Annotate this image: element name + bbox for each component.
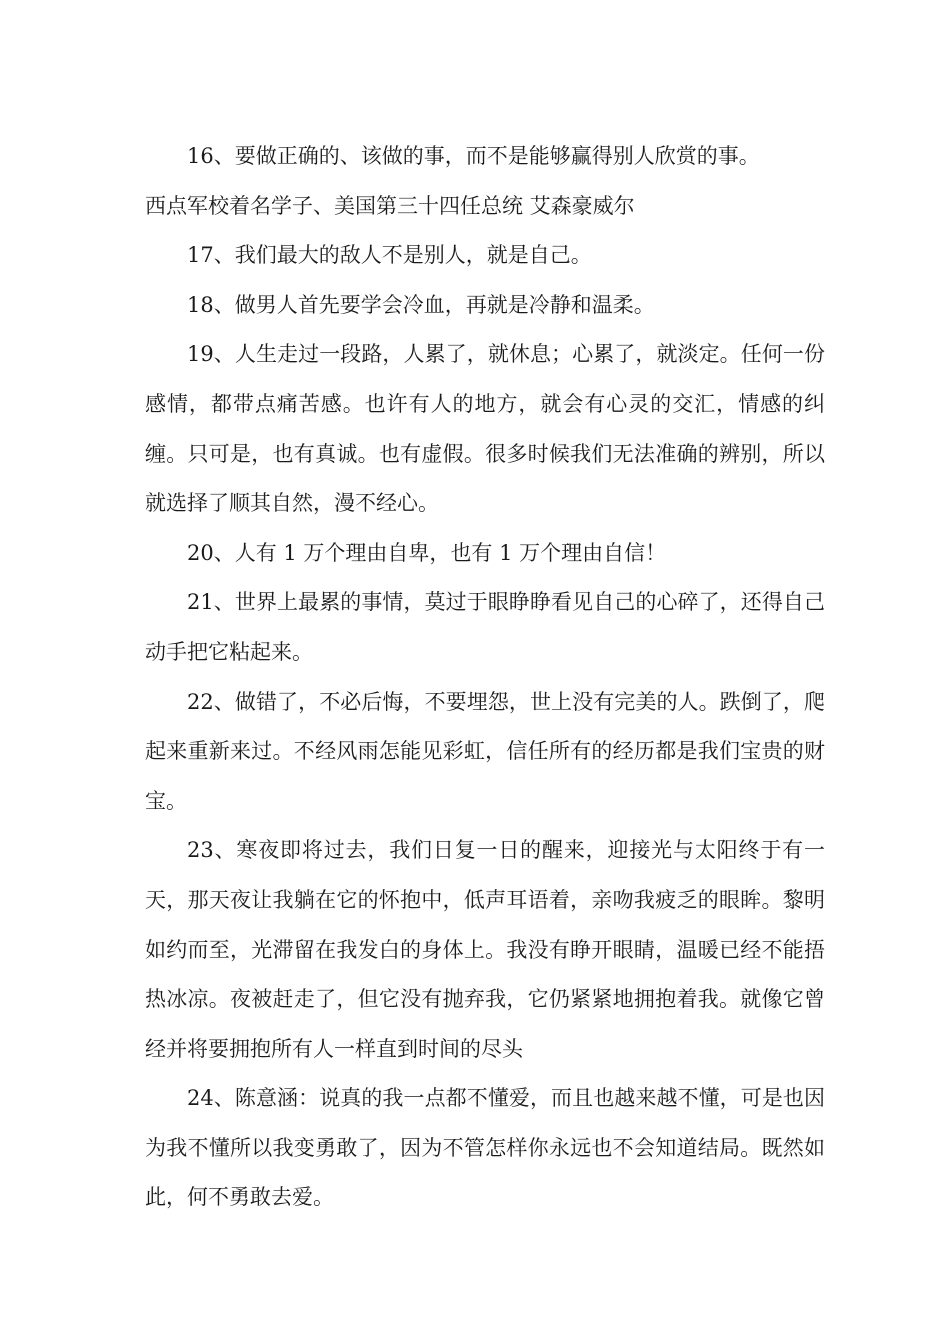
paragraph-23: 23、寒夜即将过去，我们日复一日的醒来，迎接光与太阳终于有一天，那天夜让我躺在它的怀抱中，低声耳语着，亲吻我疲乏的眼眸。黎明如约而至，光滞留在我发白的身体上。我没有睁开眼睛，温暖已经不能捂热冰凉。夜被赶走了，但它没有抛弃我，它仍紧紧地拥抱着我。就像它曾经并将要拥抱所有人一样直到时间的尽头: [145, 838, 825, 1061]
paragraph-19: 19、人生走过一段路，人累了，就休息；心累了，就淡定。任何一份感情，都带点痛苦感。也许有人的地方，就会有心灵的交汇，情感的纠缠。只可是，也有真诚。也有虚假。很多时候我们无法准确的辨别，所以就选择了顺其自然，漫不经心。: [145, 342, 825, 516]
paragraph-18: 18、做男人首先要学会冷血，再就是冷静和温柔。: [187, 292, 655, 317]
paragraph-20: 20、人有 1 万个理由自卑，也有 1 万个理由自信！: [187, 540, 667, 565]
paragraph-22: 22、做错了，不必后悔，不要埋怨，世上没有完美的人。跌倒了，爬起来重新来过。不经风雨怎能见彩虹，信任所有的经历都是我们宝贵的财宝。: [145, 689, 825, 813]
paragraph-attribution: 西点军校着名学子、美国第三十四任总统 艾森豪威尔: [145, 193, 635, 218]
paragraph-17: 17、我们最大的敌人不是别人，就是自己。: [187, 243, 592, 268]
paragraph-24: 24、陈意涵：说真的我一点都不懂爱，而且也越来越不懂，可是也因为我不懂所以我变勇敢了，因为不管怎样你永远也不会知道结局。既然如此，何不勇敢去爱。: [145, 1086, 825, 1210]
paragraph-16: 16、要做正确的、该做的事，而不是能够赢得别人欣赏的事。: [187, 144, 760, 168]
paragraph-21: 21、世界上最累的事情，莫过于眼睁睁看见自己的心碎了，还得自己动手把它粘起来。: [145, 590, 825, 664]
document-body: [145, 132, 825, 1223]
